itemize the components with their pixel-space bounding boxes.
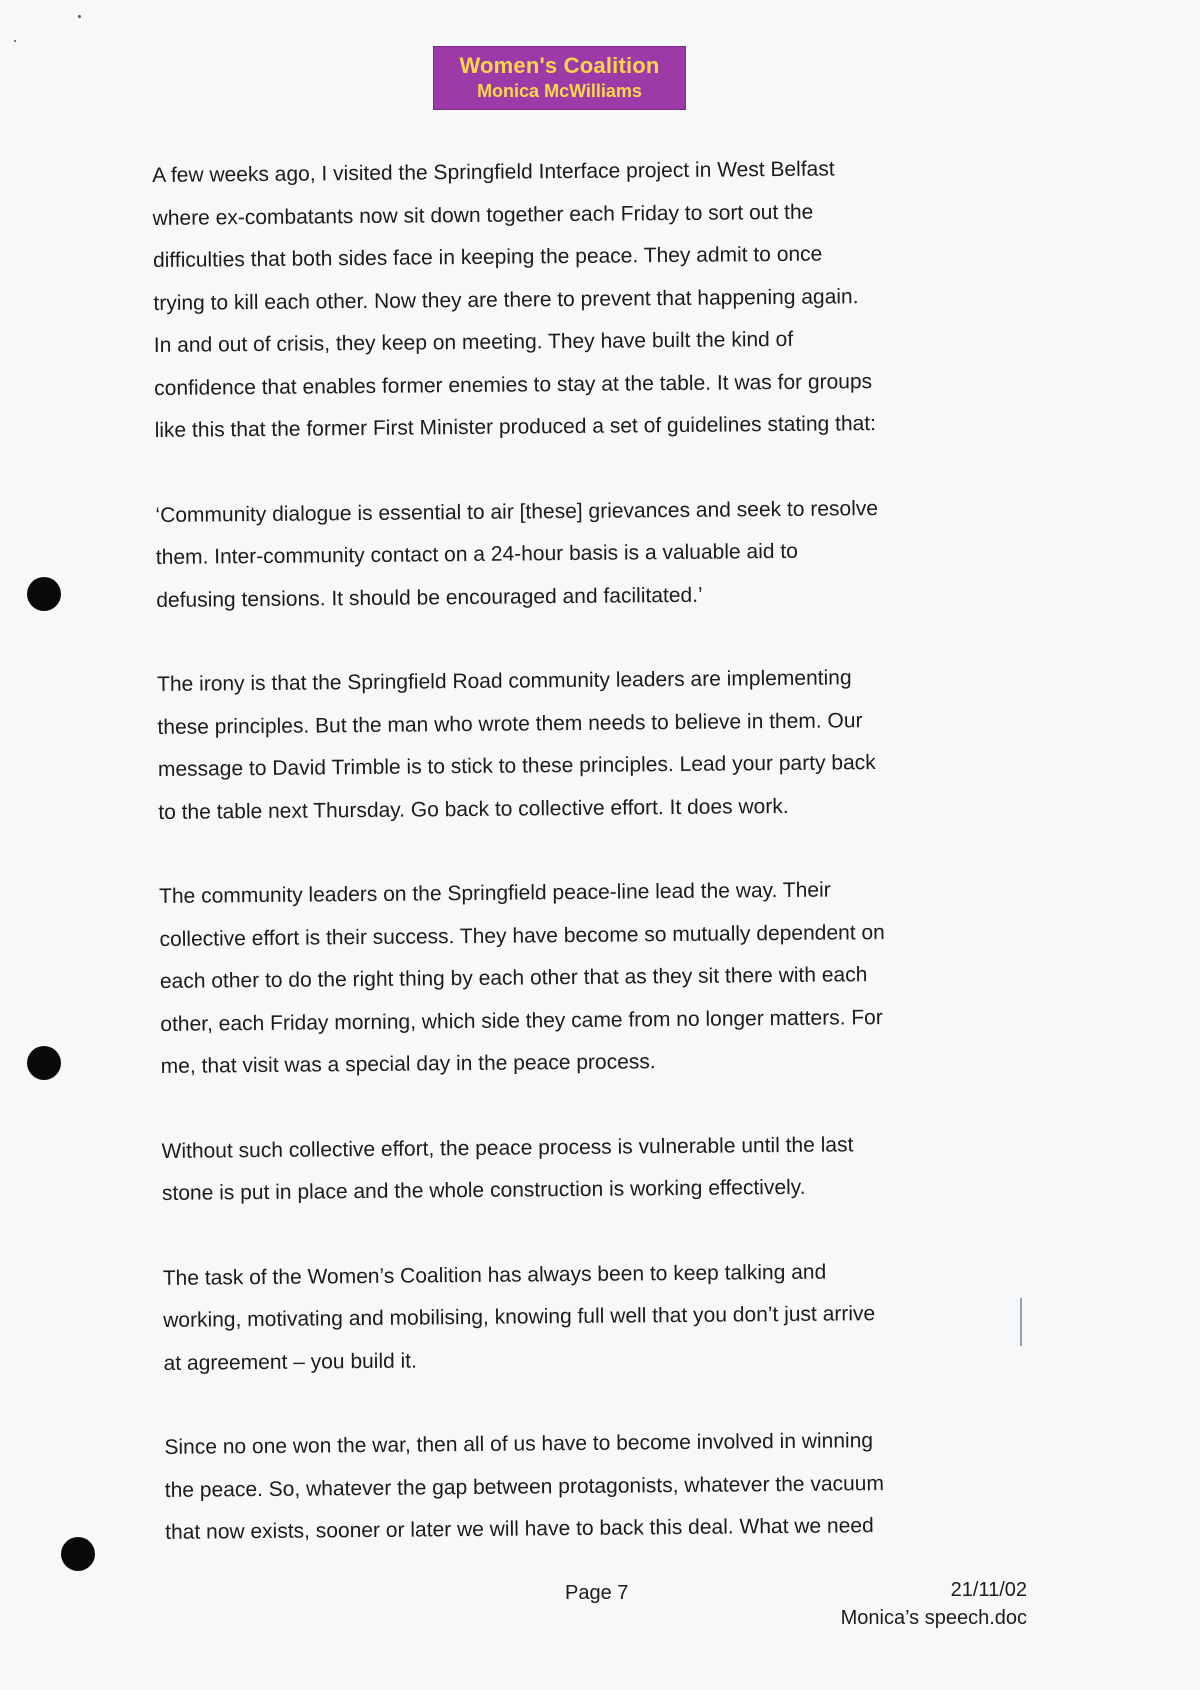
paragraph-7 — [164, 1418, 1045, 1554]
text-line: other, each Friday morning, which side they came from no longer matters. For — [160, 1005, 883, 1036]
text-line: The community leaders on the Springfield peace-line lead the way. Their — [159, 878, 831, 908]
text-line: collective effort is their success. They have become so mutually dependent on — [159, 920, 885, 951]
text-line: stone is put in place and the whole construction is working effectively. — [161, 1175, 806, 1205]
paragraph-4 — [159, 868, 1041, 1089]
text-line: difficulties that both sides face in keeping the peace. They admit to once — [152, 242, 823, 272]
paragraph-6 — [163, 1249, 1044, 1385]
header-speaker-name: Monica McWilliams — [477, 81, 642, 101]
margin-mark — [1020, 1298, 1022, 1346]
text-line: Since no one won the war, then all of us have to become involved in winning — [164, 1429, 874, 1459]
text-line: The irony is that the Springfield Road community leaders are implementing — [156, 666, 852, 696]
paragraph-5 — [161, 1122, 1042, 1215]
body-text — [152, 147, 1046, 1597]
header-banner — [433, 46, 686, 110]
text-line: Without such collective effort, the peace process is vulnerable until the last — [161, 1132, 854, 1163]
text-line: ‘Community dialogue is essential to air [these] grievances and seek to resolve — [155, 496, 879, 527]
text-line: at agreement – you build it. — [163, 1349, 418, 1375]
text-line: that now exists, sooner or later we will have to back this deal. What we need — [165, 1514, 874, 1544]
text-line: In and out of crisis, they keep on meeting. They have built the kind of — [153, 327, 794, 357]
text-line: confidence that enables former enemies to stay at the table. It was for groups — [154, 369, 873, 400]
page-number: Page 7 — [565, 1582, 629, 1604]
paragraph-1 — [152, 147, 1035, 453]
text-line: where ex-combatants now sit down together each Friday to sort out the — [152, 200, 814, 230]
text-line: the peace. So, whatever the gap between protagonists, whatever the vacuum — [164, 1471, 885, 1502]
text-line: trying to kill each other. Now they are there to prevent that happening again. — [153, 284, 859, 315]
scan-speck — [14, 40, 16, 42]
text-line: each other to do the right thing by each other that as they sit there with each — [159, 963, 868, 993]
punch-hole — [27, 577, 61, 611]
text-line: to the table next Thursday. Go back to collective effort. It does work. — [158, 794, 789, 824]
paragraph-2-quote — [155, 486, 1036, 622]
paragraph-3 — [157, 656, 1039, 834]
text-line: message to David Trimble is to stick to these principles. Lead your party back — [157, 751, 876, 781]
punch-hole — [61, 1537, 95, 1571]
punch-hole — [27, 1046, 61, 1080]
header-org-name: Women's Coalition — [459, 53, 660, 78]
footer-filename: Monica’s speech.doc — [840, 1607, 1027, 1629]
text-line: like this that the former First Minister produced a set of guidelines stating that: — [154, 412, 877, 442]
footer-date: 21/11/02 — [950, 1579, 1027, 1601]
scan-speck — [78, 15, 81, 18]
text-line: me, that visit was a special day in the peace process. — [160, 1050, 656, 1078]
text-line: these principles. But the man who wrote them needs to believe in them. Our — [157, 708, 863, 739]
footer-meta — [841, 1576, 1027, 1632]
text-line: A few weeks ago, I visited the Springfield Interface project in West Belfast — [152, 157, 835, 187]
text-line: defusing tensions. It should be encouraged and facilitated.’ — [156, 583, 703, 612]
text-line: working, motivating and mobilising, knowing full well that you don’t just arrive — [163, 1302, 876, 1332]
text-line: them. Inter-community contact on a 24-hour basis is a valuable aid to — [155, 539, 798, 569]
text-line: The task of the Women’s Coalition has always been to keep talking and — [162, 1260, 827, 1290]
